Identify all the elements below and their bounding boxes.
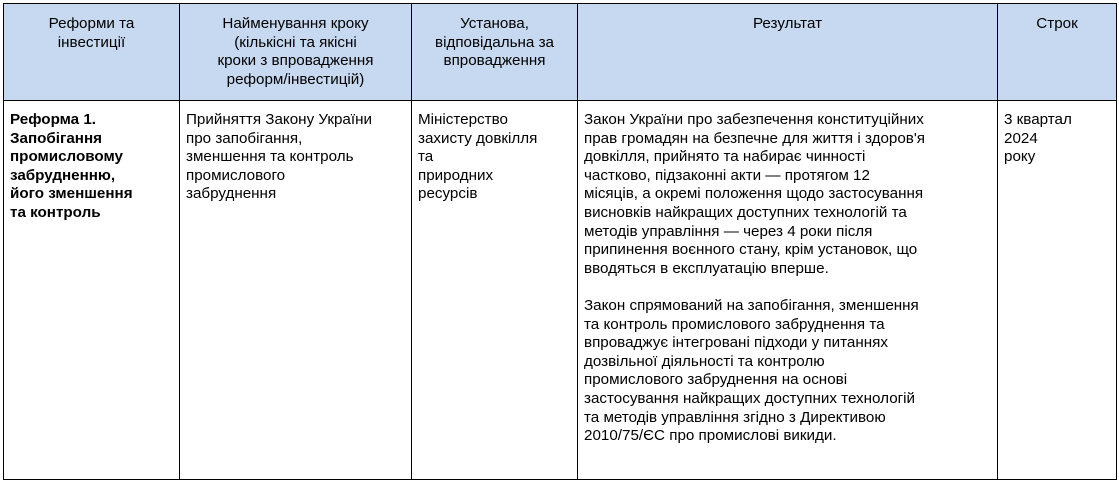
- reform-line: та контроль: [10, 203, 101, 221]
- header-deadline-line: Строк: [1036, 15, 1078, 32]
- header-institution-line: Установа,: [460, 15, 529, 32]
- cell-reform: [4, 101, 180, 480]
- deadline-line: 2024: [1004, 129, 1038, 147]
- result-p1-line: Закон України про забезпечення конституційних: [584, 111, 924, 128]
- step-line: Прийняття Закону України: [186, 111, 372, 128]
- header-step-name: [180, 4, 412, 101]
- institution-line: та: [418, 148, 434, 166]
- cell-deadline: [998, 101, 1117, 480]
- institution-line: захисту довкілля: [418, 129, 538, 147]
- header-reforms-line: інвестиції: [57, 33, 126, 51]
- cell-result: [578, 101, 998, 480]
- header-institution-line: відповідальна за: [435, 33, 554, 51]
- deadline-line: року: [1004, 148, 1036, 166]
- result-p1-line: методів управління — через 4 роки після: [584, 222, 873, 240]
- header-institution-line: впровадження: [443, 52, 546, 70]
- institution-line: природних: [418, 166, 494, 184]
- result-p1-line: прав громадян на безпечне для життя і здоров'я: [584, 129, 925, 147]
- header-institution: [412, 4, 578, 101]
- measures-table: [3, 3, 1117, 480]
- header-reforms: [4, 4, 180, 101]
- header-result-line: Результат: [752, 15, 823, 32]
- header-reforms-line: Реформи та: [48, 15, 135, 32]
- header-result: [578, 4, 998, 101]
- reform-line: його зменшення: [10, 185, 133, 203]
- reform-line: Реформа 1.: [10, 111, 97, 128]
- result-p1-line: висновків найкращих доступних технологій та: [584, 203, 907, 221]
- result-p1-line: припинення воєнного стану, крім установок, що: [584, 241, 918, 259]
- header-step-line: кроки з впровадження: [217, 52, 374, 70]
- institution-line: Міністерство: [418, 111, 508, 128]
- step-line: про запобігання,: [186, 129, 303, 147]
- result-p2-line: 2010/75/ЄС про промислові викиди.: [584, 427, 837, 445]
- deadline-line: 3 квартал: [1004, 111, 1072, 128]
- result-p2-line: промислового забруднення на основі: [584, 371, 848, 389]
- reform-line: забрудненню,: [10, 166, 116, 184]
- reform-line: Запобігання: [10, 129, 102, 147]
- reform-line: промисловому: [10, 148, 123, 166]
- header-step-line: (кількісні та якісні: [234, 33, 357, 51]
- result-p1-line: довкілля, прийнято та набирає чинності: [584, 148, 866, 166]
- table-row: [4, 101, 1117, 480]
- step-line: забруднення: [186, 185, 277, 203]
- result-p2-line: та контроль промислового забруднення та: [584, 315, 885, 333]
- result-p2-line: дозвільної діяльності та контролю: [584, 352, 825, 370]
- result-p1-line: місяців, а окремі положення щодо застосування: [584, 185, 924, 203]
- result-p2-line: Закон спрямований на запобігання, зменшення: [584, 296, 919, 314]
- paragraph-gap: [584, 278, 991, 297]
- header-deadline: [998, 4, 1117, 101]
- result-p2-line: застосування найкращих доступних технологій: [584, 389, 916, 407]
- result-p1-line: вводяться в експлуатацію вперше.: [584, 259, 829, 277]
- step-line: промислового: [186, 166, 286, 184]
- institution-line: ресурсів: [418, 185, 478, 203]
- cell-institution: [412, 101, 578, 480]
- result-p1-line: частково, підзаконні акти — протягом 12: [584, 166, 870, 184]
- step-line: зменшення та контроль: [186, 148, 354, 166]
- cell-step: [180, 101, 412, 480]
- header-step-line: реформ/інвестицій): [226, 70, 365, 88]
- header-step-line: Найменування кроку: [222, 15, 369, 32]
- header-row: [4, 4, 1117, 101]
- result-p2-line: та методів управління згідно з Директивою: [584, 408, 886, 426]
- result-p2-line: впроваджує інтегровані підходи у питаннях: [584, 334, 888, 352]
